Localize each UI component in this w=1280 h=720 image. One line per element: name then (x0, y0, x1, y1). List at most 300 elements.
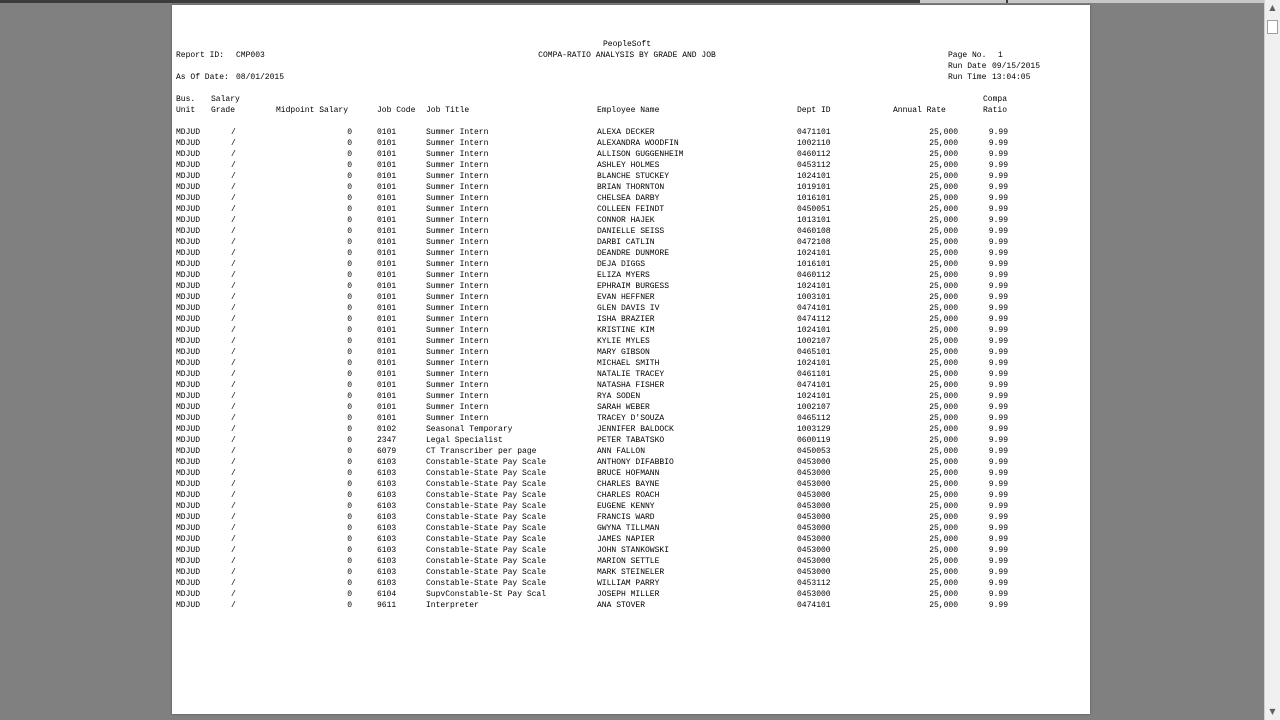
cell-annual-rate: 25,000 (929, 469, 958, 478)
cell-job-code: 0101 (377, 414, 397, 423)
cell-annual-rate: 25,000 (929, 601, 958, 610)
cell-compa-ratio: 9.99 (988, 557, 1008, 566)
cell-grade: / (231, 216, 236, 225)
cell-employee-name: TRACEY D'SOUZA (597, 414, 665, 423)
cell-job-code: 0101 (377, 370, 397, 379)
cell-job-title: Summer Intern (426, 403, 489, 412)
cell-compa-ratio: 9.99 (988, 271, 1008, 280)
cell-grade: / (231, 480, 236, 489)
cell-grade: / (231, 425, 236, 434)
cell-compa-ratio: 9.99 (988, 590, 1008, 599)
cell-employee-name: ISHA BRAZIER (597, 315, 655, 324)
cell-dept-id: 1002110 (797, 139, 831, 148)
cell-dept-id: 0453000 (797, 480, 831, 489)
cell-job-title: Summer Intern (426, 304, 489, 313)
cell-job-code: 0101 (377, 304, 397, 313)
cell-midpoint: 0 (347, 414, 352, 423)
cell-compa-ratio: 9.99 (988, 568, 1008, 577)
cell-grade: / (231, 348, 236, 357)
col-grade-header: Grade (211, 106, 236, 115)
cell-job-title: Summer Intern (426, 392, 489, 401)
cell-bus-unit: MDJUD (176, 315, 201, 324)
as-of-date: 08/01/2015 (236, 73, 285, 82)
cell-job-title: Constable-State Pay Scale (426, 458, 547, 467)
cell-job-title: Seasonal Temporary (426, 425, 513, 434)
cell-job-code: 0101 (377, 183, 397, 192)
cell-midpoint: 0 (347, 601, 352, 610)
cell-midpoint: 0 (347, 381, 352, 390)
cell-dept-id: 0453112 (797, 579, 831, 588)
cell-bus-unit: MDJUD (176, 370, 201, 379)
cell-annual-rate: 25,000 (929, 183, 958, 192)
cell-bus-unit: MDJUD (176, 271, 201, 280)
cell-job-title: Summer Intern (426, 282, 489, 291)
cell-employee-name: ANTHONY DIFABBIO (597, 458, 674, 467)
cell-midpoint: 0 (347, 172, 352, 181)
cell-job-title: Constable-State Pay Scale (426, 579, 547, 588)
cell-compa-ratio: 9.99 (988, 469, 1008, 478)
cell-midpoint: 0 (347, 568, 352, 577)
cell-bus-unit: MDJUD (176, 601, 201, 610)
cell-compa-ratio: 9.99 (988, 205, 1008, 214)
cell-annual-rate: 25,000 (929, 315, 958, 324)
cell-job-code: 0101 (377, 227, 397, 236)
cell-dept-id: 0453000 (797, 557, 831, 566)
cell-job-title: CT Transcriber per page (426, 447, 537, 456)
cell-dept-id: 0453000 (797, 502, 831, 511)
cell-grade: / (231, 436, 236, 445)
cell-employee-name: JOHN STANKOWSKI (597, 546, 670, 555)
cell-employee-name: EVAN HEFFNER (597, 293, 655, 302)
cell-employee-name: ANN FALLON (597, 447, 646, 456)
cell-dept-id: 1024101 (797, 249, 831, 258)
cell-bus-unit: MDJUD (176, 414, 201, 423)
cell-job-code: 0101 (377, 205, 397, 214)
cell-midpoint: 0 (347, 304, 352, 313)
cell-bus-unit: MDJUD (176, 579, 201, 588)
cell-dept-id: 0460112 (797, 150, 831, 159)
cell-dept-id: 1003101 (797, 293, 831, 302)
cell-midpoint: 0 (347, 359, 352, 368)
cell-midpoint: 0 (347, 513, 352, 522)
cell-grade: / (231, 557, 236, 566)
cell-midpoint: 0 (347, 271, 352, 280)
cell-dept-id: 1024101 (797, 282, 831, 291)
cell-compa-ratio: 9.99 (988, 359, 1008, 368)
cell-employee-name: KRISTINE KIM (597, 326, 655, 335)
page-no: 1 (998, 51, 1003, 60)
cell-compa-ratio: 9.99 (988, 227, 1008, 236)
cell-employee-name: BRIAN THORNTON (597, 183, 665, 192)
cell-bus-unit: MDJUD (176, 568, 201, 577)
cell-midpoint: 0 (347, 183, 352, 192)
cell-employee-name: CHELSEA DARBY (597, 194, 660, 203)
cell-annual-rate: 25,000 (929, 348, 958, 357)
cell-bus-unit: MDJUD (176, 249, 201, 258)
cell-employee-name: ALEXANDRA WOODFIN (597, 139, 679, 148)
cell-midpoint: 0 (347, 150, 352, 159)
cell-employee-name: EPHRAIM BURGESS (597, 282, 670, 291)
cell-dept-id: 0461101 (797, 370, 831, 379)
cell-job-code: 6103 (377, 491, 397, 500)
cell-dept-id: 0453000 (797, 535, 831, 544)
cell-compa-ratio: 9.99 (988, 502, 1008, 511)
cell-midpoint: 0 (347, 535, 352, 544)
cell-dept-id: 1024101 (797, 359, 831, 368)
cell-grade: / (231, 260, 236, 269)
cell-bus-unit: MDJUD (176, 227, 201, 236)
cell-employee-name: ANA STOVER (597, 601, 646, 610)
cell-compa-ratio: 9.99 (988, 326, 1008, 335)
report-id-label: Report ID: (176, 51, 225, 60)
cell-grade: / (231, 381, 236, 390)
cell-compa-ratio: 9.99 (988, 579, 1008, 588)
cell-annual-rate: 25,000 (929, 447, 958, 456)
cell-bus-unit: MDJUD (176, 304, 201, 313)
col-grade-header: Salary (211, 95, 240, 104)
cell-bus-unit: MDJUD (176, 590, 201, 599)
col-bus-unit-header: Unit (176, 106, 196, 115)
cell-employee-name: MICHAEL SMITH (597, 359, 660, 368)
cell-midpoint: 0 (347, 425, 352, 434)
cell-grade: / (231, 568, 236, 577)
cell-dept-id: 0474101 (797, 381, 831, 390)
cell-grade: / (231, 403, 236, 412)
cell-job-code: 6103 (377, 546, 397, 555)
cell-job-code: 0101 (377, 271, 397, 280)
report-id: CMP003 (236, 51, 265, 60)
cell-dept-id: 0450051 (797, 205, 831, 214)
cell-employee-name: ALLISON GUGGENHEIM (597, 150, 684, 159)
cell-job-code: 0101 (377, 392, 397, 401)
cell-dept-id: 1002107 (797, 337, 831, 346)
cell-bus-unit: MDJUD (176, 425, 201, 434)
cell-job-title: Summer Intern (426, 326, 489, 335)
cell-dept-id: 0460108 (797, 227, 831, 236)
cell-dept-id: 0465101 (797, 348, 831, 357)
cell-job-code: 6103 (377, 535, 397, 544)
cell-compa-ratio: 9.99 (988, 480, 1008, 489)
cell-midpoint: 0 (347, 348, 352, 357)
cell-employee-name: ELIZA MYERS (597, 271, 650, 280)
cell-grade: / (231, 128, 236, 137)
cell-employee-name: EUGENE KENNY (597, 502, 655, 511)
cell-dept-id: 0474112 (797, 315, 831, 324)
cell-midpoint: 0 (347, 491, 352, 500)
cell-employee-name: WILLIAM PARRY (597, 579, 660, 588)
cell-grade: / (231, 535, 236, 544)
cell-job-title: Summer Intern (426, 381, 489, 390)
cell-job-code: 0101 (377, 293, 397, 302)
cell-bus-unit: MDJUD (176, 337, 201, 346)
cell-midpoint: 0 (347, 139, 352, 148)
cell-bus-unit: MDJUD (176, 161, 201, 170)
cell-annual-rate: 25,000 (929, 139, 958, 148)
cell-annual-rate: 25,000 (929, 227, 958, 236)
cell-bus-unit: MDJUD (176, 513, 201, 522)
cell-job-code: 0101 (377, 194, 397, 203)
cell-job-code: 0101 (377, 403, 397, 412)
cell-employee-name: JENNIFER BALDOCK (597, 425, 674, 434)
cell-bus-unit: MDJUD (176, 359, 201, 368)
scroll-up-arrow-icon[interactable]: ▲ (1269, 3, 1276, 12)
cell-midpoint: 0 (347, 337, 352, 346)
col-compa-header: Ratio (983, 106, 1008, 115)
cell-annual-rate: 25,000 (929, 293, 958, 302)
as-of-date-label: As Of Date: (176, 73, 229, 82)
scroll-thumb[interactable] (1267, 20, 1278, 34)
cell-annual-rate: 25,000 (929, 425, 958, 434)
cell-midpoint: 0 (347, 546, 352, 555)
cell-compa-ratio: 9.99 (988, 150, 1008, 159)
cell-job-code: 0101 (377, 359, 397, 368)
cell-compa-ratio: 9.99 (988, 601, 1008, 610)
cell-grade: / (231, 315, 236, 324)
cell-dept-id: 1003129 (797, 425, 831, 434)
cell-dept-id: 1016101 (797, 260, 831, 269)
cell-midpoint: 0 (347, 458, 352, 467)
cell-job-title: Summer Intern (426, 216, 489, 225)
cell-grade: / (231, 546, 236, 555)
cell-grade: / (231, 205, 236, 214)
cell-job-code: 0101 (377, 139, 397, 148)
cell-grade: / (231, 161, 236, 170)
cell-employee-name: DEANDRE DUNMORE (597, 249, 670, 258)
col-job-code-header: Job Code (377, 106, 416, 115)
cell-employee-name: FRANCIS WARD (597, 513, 655, 522)
cell-employee-name: ALEXA DECKER (597, 128, 655, 137)
cell-job-code: 0101 (377, 348, 397, 357)
cell-employee-name: CHARLES ROACH (597, 491, 660, 500)
cell-job-code: 0101 (377, 326, 397, 335)
cell-annual-rate: 25,000 (929, 491, 958, 500)
cell-dept-id: 0453000 (797, 491, 831, 500)
cell-midpoint: 0 (347, 370, 352, 379)
cell-bus-unit: MDJUD (176, 205, 201, 214)
cell-grade: / (231, 282, 236, 291)
cell-dept-id: 0471101 (797, 128, 831, 137)
report-page (172, 5, 1090, 714)
cell-job-code: 6104 (377, 590, 397, 599)
col-midpoint-header: Midpoint Salary (276, 106, 349, 115)
cell-job-code: 0101 (377, 216, 397, 225)
cell-grade: / (231, 337, 236, 346)
cell-job-code: 6103 (377, 524, 397, 533)
run-date: 09/15/2015 (992, 62, 1041, 71)
cell-bus-unit: MDJUD (176, 150, 201, 159)
cell-job-code: 0101 (377, 260, 397, 269)
cell-job-title: Summer Intern (426, 194, 489, 203)
cell-job-title: Constable-State Pay Scale (426, 502, 547, 511)
cell-job-title: Summer Intern (426, 139, 489, 148)
cell-grade: / (231, 183, 236, 192)
cell-bus-unit: MDJUD (176, 447, 201, 456)
cell-employee-name: CHARLES BAYNE (597, 480, 660, 489)
cell-midpoint: 0 (347, 403, 352, 412)
cell-dept-id: 1002107 (797, 403, 831, 412)
cell-job-title: Summer Intern (426, 172, 489, 181)
cell-job-title: Summer Intern (426, 337, 489, 346)
cell-midpoint: 0 (347, 194, 352, 203)
cell-job-title: Summer Intern (426, 227, 489, 236)
cell-annual-rate: 25,000 (929, 161, 958, 170)
cell-job-code: 0101 (377, 381, 397, 390)
cell-compa-ratio: 9.99 (988, 337, 1008, 346)
cell-employee-name: NATASHA FISHER (597, 381, 665, 390)
top-strip-segment (920, 0, 1006, 3)
cell-midpoint: 0 (347, 205, 352, 214)
cell-bus-unit: MDJUD (176, 238, 201, 247)
cell-grade: / (231, 172, 236, 181)
cell-annual-rate: 25,000 (929, 128, 958, 137)
cell-dept-id: 1024101 (797, 392, 831, 401)
cell-job-title: Summer Intern (426, 359, 489, 368)
cell-annual-rate: 25,000 (929, 524, 958, 533)
cell-employee-name: DEJA DIGGS (597, 260, 646, 269)
cell-midpoint: 0 (347, 579, 352, 588)
cell-dept-id: 0465112 (797, 414, 831, 423)
run-date-label: Run Date (948, 62, 987, 71)
cell-grade: / (231, 304, 236, 313)
cell-job-code: 9611 (377, 601, 397, 610)
cell-compa-ratio: 9.99 (988, 392, 1008, 401)
cell-job-code: 0101 (377, 249, 397, 258)
cell-midpoint: 0 (347, 216, 352, 225)
cell-employee-name: BRUCE HOFMANN (597, 469, 660, 478)
cell-bus-unit: MDJUD (176, 139, 201, 148)
cell-job-code: 6103 (377, 513, 397, 522)
cell-job-title: Summer Intern (426, 161, 489, 170)
cell-employee-name: DANIELLE SEISS (597, 227, 665, 236)
cell-bus-unit: MDJUD (176, 194, 201, 203)
col-rate-header: Annual Rate (893, 106, 946, 115)
cell-compa-ratio: 9.99 (988, 348, 1008, 357)
cell-job-code: 6103 (377, 480, 397, 489)
cell-compa-ratio: 9.99 (988, 491, 1008, 500)
cell-bus-unit: MDJUD (176, 326, 201, 335)
cell-dept-id: 0453000 (797, 590, 831, 599)
cell-bus-unit: MDJUD (176, 480, 201, 489)
cell-dept-id: 0472108 (797, 238, 831, 247)
cell-midpoint: 0 (347, 161, 352, 170)
cell-job-code: 0101 (377, 238, 397, 247)
cell-midpoint: 0 (347, 436, 352, 445)
cell-annual-rate: 25,000 (929, 392, 958, 401)
cell-compa-ratio: 9.99 (988, 458, 1008, 467)
cell-bus-unit: MDJUD (176, 469, 201, 478)
cell-job-code: 6103 (377, 568, 397, 577)
cell-annual-rate: 25,000 (929, 403, 958, 412)
cell-dept-id: 0453000 (797, 568, 831, 577)
cell-bus-unit: MDJUD (176, 524, 201, 533)
cell-job-title: Summer Intern (426, 370, 489, 379)
cell-job-code: 6103 (377, 579, 397, 588)
cell-grade: / (231, 150, 236, 159)
cell-employee-name: BLANCHE STUCKEY (597, 172, 670, 181)
cell-annual-rate: 25,000 (929, 436, 958, 445)
cell-dept-id: 0453000 (797, 513, 831, 522)
page-no-label: Page No. (948, 51, 987, 60)
scroll-down-arrow-icon[interactable]: ▼ (1269, 707, 1276, 716)
cell-employee-name: JAMES NAPIER (597, 535, 655, 544)
cell-midpoint: 0 (347, 260, 352, 269)
cell-job-code: 6103 (377, 557, 397, 566)
col-compa-header: Compa (983, 95, 1008, 104)
cell-annual-rate: 25,000 (929, 337, 958, 346)
cell-employee-name: PETER TABATSKO (597, 436, 665, 445)
cell-grade: / (231, 414, 236, 423)
cell-grade: / (231, 513, 236, 522)
cell-employee-name: JOSEPH MILLER (597, 590, 660, 599)
cell-bus-unit: MDJUD (176, 535, 201, 544)
run-time-label: Run Time (948, 73, 987, 82)
cell-annual-rate: 25,000 (929, 172, 958, 181)
cell-bus-unit: MDJUD (176, 183, 201, 192)
cell-bus-unit: MDJUD (176, 381, 201, 390)
cell-annual-rate: 25,000 (929, 249, 958, 258)
cell-job-code: 0101 (377, 150, 397, 159)
cell-job-code: 0101 (377, 315, 397, 324)
cell-dept-id: 0453000 (797, 458, 831, 467)
cell-midpoint: 0 (347, 326, 352, 335)
cell-annual-rate: 25,000 (929, 502, 958, 511)
cell-job-title: Summer Intern (426, 271, 489, 280)
cell-midpoint: 0 (347, 392, 352, 401)
cell-midpoint: 0 (347, 447, 352, 456)
cell-bus-unit: MDJUD (176, 128, 201, 137)
cell-compa-ratio: 9.99 (988, 381, 1008, 390)
cell-midpoint: 0 (347, 524, 352, 533)
cell-compa-ratio: 9.99 (988, 315, 1008, 324)
cell-dept-id: 0453000 (797, 469, 831, 478)
cell-grade: / (231, 359, 236, 368)
cell-job-title: Constable-State Pay Scale (426, 535, 547, 544)
cell-bus-unit: MDJUD (176, 392, 201, 401)
cell-compa-ratio: 9.99 (988, 447, 1008, 456)
cell-bus-unit: MDJUD (176, 502, 201, 511)
cell-compa-ratio: 9.99 (988, 403, 1008, 412)
cell-compa-ratio: 9.99 (988, 293, 1008, 302)
cell-grade: / (231, 458, 236, 467)
cell-compa-ratio: 9.99 (988, 414, 1008, 423)
cell-annual-rate: 25,000 (929, 205, 958, 214)
cell-grade: / (231, 502, 236, 511)
cell-employee-name: COLLEEN FEINDT (597, 205, 665, 214)
cell-job-title: Constable-State Pay Scale (426, 568, 547, 577)
cell-compa-ratio: 9.99 (988, 370, 1008, 379)
cell-job-title: Summer Intern (426, 205, 489, 214)
cell-job-code: 0102 (377, 425, 397, 434)
cell-job-title: SupvConstable-St Pay Scal (426, 590, 547, 599)
cell-job-title: Summer Intern (426, 150, 489, 159)
cell-midpoint: 0 (347, 249, 352, 258)
cell-job-title: Summer Intern (426, 128, 489, 137)
cell-bus-unit: MDJUD (176, 293, 201, 302)
cell-job-title: Summer Intern (426, 293, 489, 302)
cell-job-title: Interpreter (426, 601, 479, 610)
cell-midpoint: 0 (347, 315, 352, 324)
vertical-scrollbar[interactable] (1264, 0, 1280, 720)
cell-job-title: Constable-State Pay Scale (426, 480, 547, 489)
cell-midpoint: 0 (347, 128, 352, 137)
col-dept-header: Dept ID (797, 106, 831, 115)
cell-job-title: Summer Intern (426, 414, 489, 423)
col-job-title-header: Job Title (426, 106, 470, 115)
company-name: PeopleSoft (602, 40, 651, 49)
cell-annual-rate: 25,000 (929, 480, 958, 489)
cell-dept-id: 0453000 (797, 524, 831, 533)
cell-job-code: 6103 (377, 502, 397, 511)
